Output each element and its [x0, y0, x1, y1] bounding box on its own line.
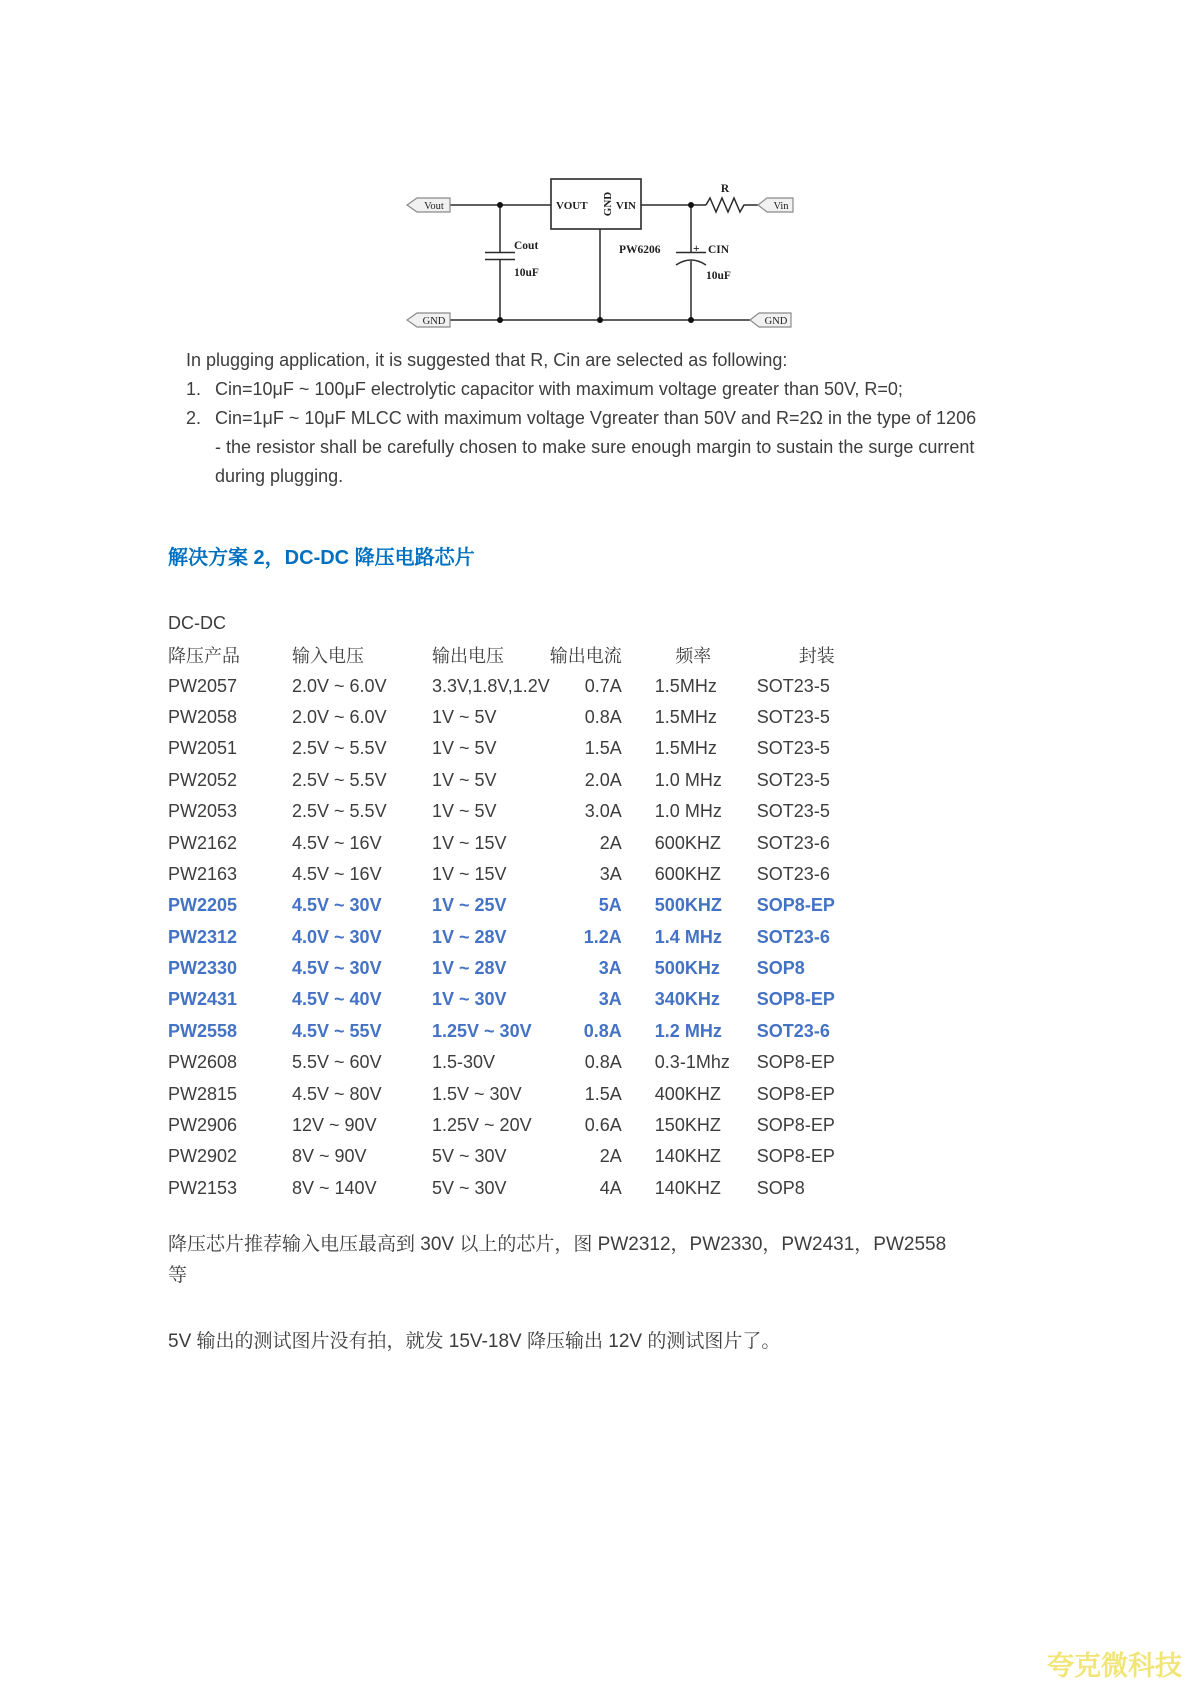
- cell-frequency: 140KHZ: [654, 1177, 721, 1198]
- cell-product: PW2058: [168, 706, 238, 727]
- note-recommendation-line1: 降压芯片推荐输入电压最高到 30V 以上的芯片，图 PW2312，PW2330，PW2431，PW2558: [168, 1234, 947, 1255]
- cell-output-current: 1.5A: [584, 1083, 622, 1104]
- header-package: 封装: [798, 645, 835, 666]
- cell-output-voltage: 1.25V ~ 30V: [432, 1020, 532, 1041]
- cell-package: SOP8: [756, 1177, 805, 1198]
- cell-package: SOP8-EP: [756, 989, 835, 1010]
- cell-output-voltage: 3.3V,1.8V,1.2V: [432, 675, 550, 696]
- table-row: [168, 984, 877, 1015]
- intro-list: [186, 375, 976, 491]
- cell-input-voltage: 2.0V ~ 6.0V: [292, 675, 387, 696]
- cell-output-voltage: 1V ~ 5V: [432, 801, 497, 822]
- cell-frequency: 1.0 MHz: [654, 769, 722, 790]
- list-number: [186, 462, 215, 491]
- cell-product: PW2330: [168, 958, 238, 979]
- table-row: [168, 922, 877, 953]
- cell-frequency: 1.2 MHz: [654, 1020, 722, 1041]
- cell-input-voltage: 4.5V ~ 55V: [292, 1020, 382, 1041]
- cell-product: PW2431: [168, 989, 238, 1010]
- list-number: 2.: [186, 408, 202, 428]
- cell-product: PW2162: [168, 832, 238, 853]
- cell-output-voltage: 1.5-30V: [432, 1052, 496, 1073]
- cell-frequency: 340KHz: [654, 989, 720, 1010]
- header-output-current: 输出电流: [549, 645, 622, 666]
- cell-output-voltage: 5V ~ 30V: [432, 1177, 507, 1198]
- cin-plus-sign: +: [693, 243, 700, 255]
- cell-package: SOT23-5: [756, 675, 830, 696]
- cell-output-voltage: 1V ~ 5V: [432, 769, 497, 790]
- cell-output-current: 0.8A: [584, 706, 622, 727]
- cell-frequency: 1.5MHz: [654, 675, 717, 696]
- table-row: [168, 1173, 877, 1204]
- cell-output-current: 0.8A: [583, 1020, 622, 1041]
- cell-input-voltage: 2.5V ~ 5.5V: [292, 769, 387, 790]
- gnd-tag-left-label: GND: [422, 316, 446, 327]
- list-number: 1.: [186, 379, 202, 399]
- cell-output-current: 3A: [598, 989, 622, 1010]
- table-row: [168, 1078, 877, 1109]
- vin-tag: [758, 198, 793, 212]
- table-row: [168, 890, 877, 921]
- cell-frequency: 150KHZ: [654, 1115, 721, 1136]
- cell-product: PW2053: [168, 801, 238, 822]
- dcdc-table-block: [168, 607, 877, 1204]
- table-row: [168, 765, 877, 796]
- cell-package: SOT23-5: [756, 706, 830, 727]
- cell-frequency: 500KHZ: [654, 895, 722, 916]
- cell-product: PW2051: [168, 738, 238, 759]
- cell-package: SOT23-6: [756, 1020, 830, 1041]
- header-product: 降压产品: [168, 645, 240, 666]
- cell-product: PW2057: [168, 675, 238, 696]
- cell-input-voltage: 12V ~ 90V: [292, 1115, 377, 1136]
- cell-output-voltage: 1V ~ 15V: [432, 832, 507, 853]
- table-row: [168, 670, 877, 701]
- cin-capacitor: [676, 243, 731, 282]
- gnd-tag-left: [407, 313, 450, 327]
- cell-package: SOP8-EP: [756, 1146, 835, 1167]
- table-row: [168, 827, 877, 858]
- table-row: [168, 1016, 877, 1047]
- table-row: [168, 1141, 877, 1172]
- intro-lead: In plugging application, it is suggested that R, Cin are selected as following:: [186, 350, 788, 370]
- note-recommendation: [168, 1229, 946, 1291]
- header-frequency: 频率: [675, 645, 712, 666]
- table-header-row: [168, 639, 877, 670]
- cell-package: SOT23-5: [756, 738, 830, 759]
- cell-input-voltage: 4.5V ~ 16V: [292, 832, 382, 853]
- cell-product: PW2052: [168, 769, 238, 790]
- cell-output-voltage: 1V ~ 5V: [432, 706, 497, 727]
- intro-list-line: [186, 462, 976, 491]
- cell-output-voltage: 1V ~ 5V: [432, 738, 497, 759]
- list-text: during plugging.: [215, 466, 344, 486]
- cell-input-voltage: 8V ~ 90V: [292, 1146, 367, 1167]
- cell-frequency: 1.5MHz: [654, 706, 717, 727]
- cell-input-voltage: 4.5V ~ 16V: [292, 863, 382, 884]
- cin-name: CIN: [708, 244, 730, 256]
- cell-product: PW2153: [168, 1177, 238, 1198]
- vout-tag: [407, 198, 450, 212]
- cell-output-voltage: 1V ~ 30V: [432, 989, 507, 1010]
- ic-pin-vin: VIN: [615, 200, 636, 212]
- watermark: 夸克微科技: [1047, 1651, 1182, 1681]
- cell-input-voltage: 4.5V ~ 80V: [292, 1083, 382, 1104]
- table-row: [168, 702, 877, 733]
- cell-output-voltage: 1V ~ 15V: [432, 863, 507, 884]
- cell-input-voltage: 5.5V ~ 60V: [292, 1052, 382, 1073]
- cell-output-current: 2A: [599, 832, 622, 853]
- cell-product: PW2312: [168, 926, 238, 947]
- cin-value: 10uF: [706, 270, 731, 282]
- cell-frequency: 1.0 MHz: [654, 801, 722, 822]
- cell-output-current: 1.2A: [583, 926, 622, 947]
- cell-output-voltage: 1.5V ~ 30V: [432, 1083, 522, 1104]
- cell-output-voltage: 1V ~ 28V: [432, 958, 507, 979]
- cell-product: PW2205: [168, 895, 238, 916]
- cell-frequency: 600KHZ: [654, 832, 721, 853]
- ic-part-number: PW6206: [619, 244, 661, 256]
- cell-output-current: 1.5A: [584, 738, 622, 759]
- cell-input-voltage: 2.0V ~ 6.0V: [292, 706, 387, 727]
- cell-output-current: 4A: [599, 1177, 622, 1198]
- cell-product: PW2558: [168, 1020, 238, 1041]
- gnd-tag-right: [750, 313, 791, 327]
- cell-product: PW2815: [168, 1083, 238, 1104]
- cell-product: PW2163: [168, 863, 238, 884]
- cell-output-current: 0.8A: [584, 1052, 622, 1073]
- cell-input-voltage: 4.5V ~ 30V: [292, 958, 382, 979]
- cell-frequency: 0.3-1Mhz: [654, 1052, 730, 1073]
- table-caption: DC-DC: [168, 613, 226, 633]
- cell-package: SOT23-5: [756, 801, 830, 822]
- cell-output-voltage: 5V ~ 30V: [432, 1146, 507, 1167]
- cell-frequency: 500KHz: [654, 958, 720, 979]
- cell-input-voltage: 2.5V ~ 5.5V: [292, 801, 387, 822]
- header-input-voltage: 输入电压: [292, 645, 364, 666]
- cell-output-current: 3A: [599, 863, 622, 884]
- cell-input-voltage: 2.5V ~ 5.5V: [292, 738, 387, 759]
- cell-product: PW2902: [168, 1146, 238, 1167]
- dcdc-product-table: [168, 639, 877, 1204]
- table-row: [168, 953, 877, 984]
- cell-frequency: 140KHZ: [654, 1146, 721, 1167]
- ic-box: [551, 179, 661, 256]
- section-heading: 解决方案 2，DC-DC 降压电路芯片: [168, 547, 475, 569]
- vin-tag-label: Vin: [773, 201, 789, 212]
- cell-package: SOP8-EP: [756, 1052, 835, 1073]
- list-text: Cin=10μF ~ 100μF electrolytic capacitor with maximum voltage greater than 50V, R=0;: [215, 379, 903, 399]
- cell-input-voltage: 8V ~ 140V: [292, 1177, 377, 1198]
- cell-frequency: 400KHZ: [654, 1083, 721, 1104]
- cell-output-voltage: 1.25V ~ 20V: [432, 1115, 532, 1136]
- cout-capacitor: [485, 240, 539, 279]
- cell-output-current: 0.7A: [584, 675, 622, 696]
- intro-paragraph: [186, 346, 976, 491]
- cell-output-current: 2.0A: [584, 769, 622, 790]
- ic-pin-gnd: GND: [602, 191, 614, 217]
- table-row: [168, 733, 877, 764]
- cell-frequency: 1.5MHz: [654, 738, 717, 759]
- cell-package: SOT23-6: [756, 926, 830, 947]
- cell-input-voltage: 4.5V ~ 40V: [292, 989, 382, 1010]
- ic-pin-vout: VOUT: [556, 200, 588, 212]
- cell-frequency: 600KHZ: [654, 863, 721, 884]
- cell-package: SOP8: [756, 958, 805, 979]
- intro-list-line: [186, 404, 976, 433]
- cell-output-voltage: 1V ~ 25V: [432, 895, 507, 916]
- cell-package: SOP8-EP: [756, 1083, 835, 1104]
- list-number: [186, 433, 215, 462]
- cell-output-current: 5A: [598, 895, 622, 916]
- cell-product: PW2906: [168, 1115, 238, 1136]
- table-row: [168, 796, 877, 827]
- note-recommendation-line2: 等: [168, 1265, 188, 1286]
- intro-list-line: [186, 375, 976, 404]
- cell-output-voltage: 1V ~ 28V: [432, 926, 507, 947]
- cell-package: SOT23-6: [756, 863, 830, 884]
- cout-value: 10uF: [514, 267, 539, 279]
- table-row: [168, 859, 877, 890]
- header-output-voltage: 输出电压: [432, 645, 504, 666]
- gnd-tag-right-label: GND: [764, 316, 788, 327]
- intro-list-line: [186, 433, 976, 462]
- cell-product: PW2608: [168, 1052, 238, 1073]
- cell-frequency: 1.4 MHz: [654, 926, 722, 947]
- cell-input-voltage: 4.5V ~ 30V: [292, 895, 382, 916]
- cell-package: SOP8-EP: [756, 895, 835, 916]
- cell-output-current: 0.6A: [584, 1115, 622, 1136]
- cell-output-current: 3.0A: [584, 801, 622, 822]
- table-row: [168, 1110, 877, 1141]
- list-text: Cin=1μF ~ 10μF MLCC with maximum voltage Vgreater than 50V and R=2Ω in the type of 1206: [215, 408, 977, 428]
- cell-output-current: 3A: [598, 958, 622, 979]
- resistor-label: R: [720, 183, 730, 195]
- cell-output-current: 2A: [599, 1146, 622, 1167]
- junction-dots: [497, 202, 694, 323]
- list-text: - the resistor shall be carefully chosen to make sure enough margin to sustain the surge current: [215, 437, 975, 457]
- note-test-images: 5V 输出的测试图片没有拍，就发 15V-18V 降压输出 12V 的测试图片了。: [168, 1331, 781, 1352]
- cell-input-voltage: 4.0V ~ 30V: [292, 926, 382, 947]
- cout-name: Cout: [514, 240, 539, 252]
- table-row: [168, 1047, 877, 1078]
- vout-tag-label: Vout: [424, 201, 444, 212]
- cell-package: SOP8-EP: [756, 1115, 835, 1136]
- cell-package: SOT23-6: [756, 832, 830, 853]
- cell-package: SOT23-5: [756, 769, 830, 790]
- circuit-diagram: [403, 168, 798, 333]
